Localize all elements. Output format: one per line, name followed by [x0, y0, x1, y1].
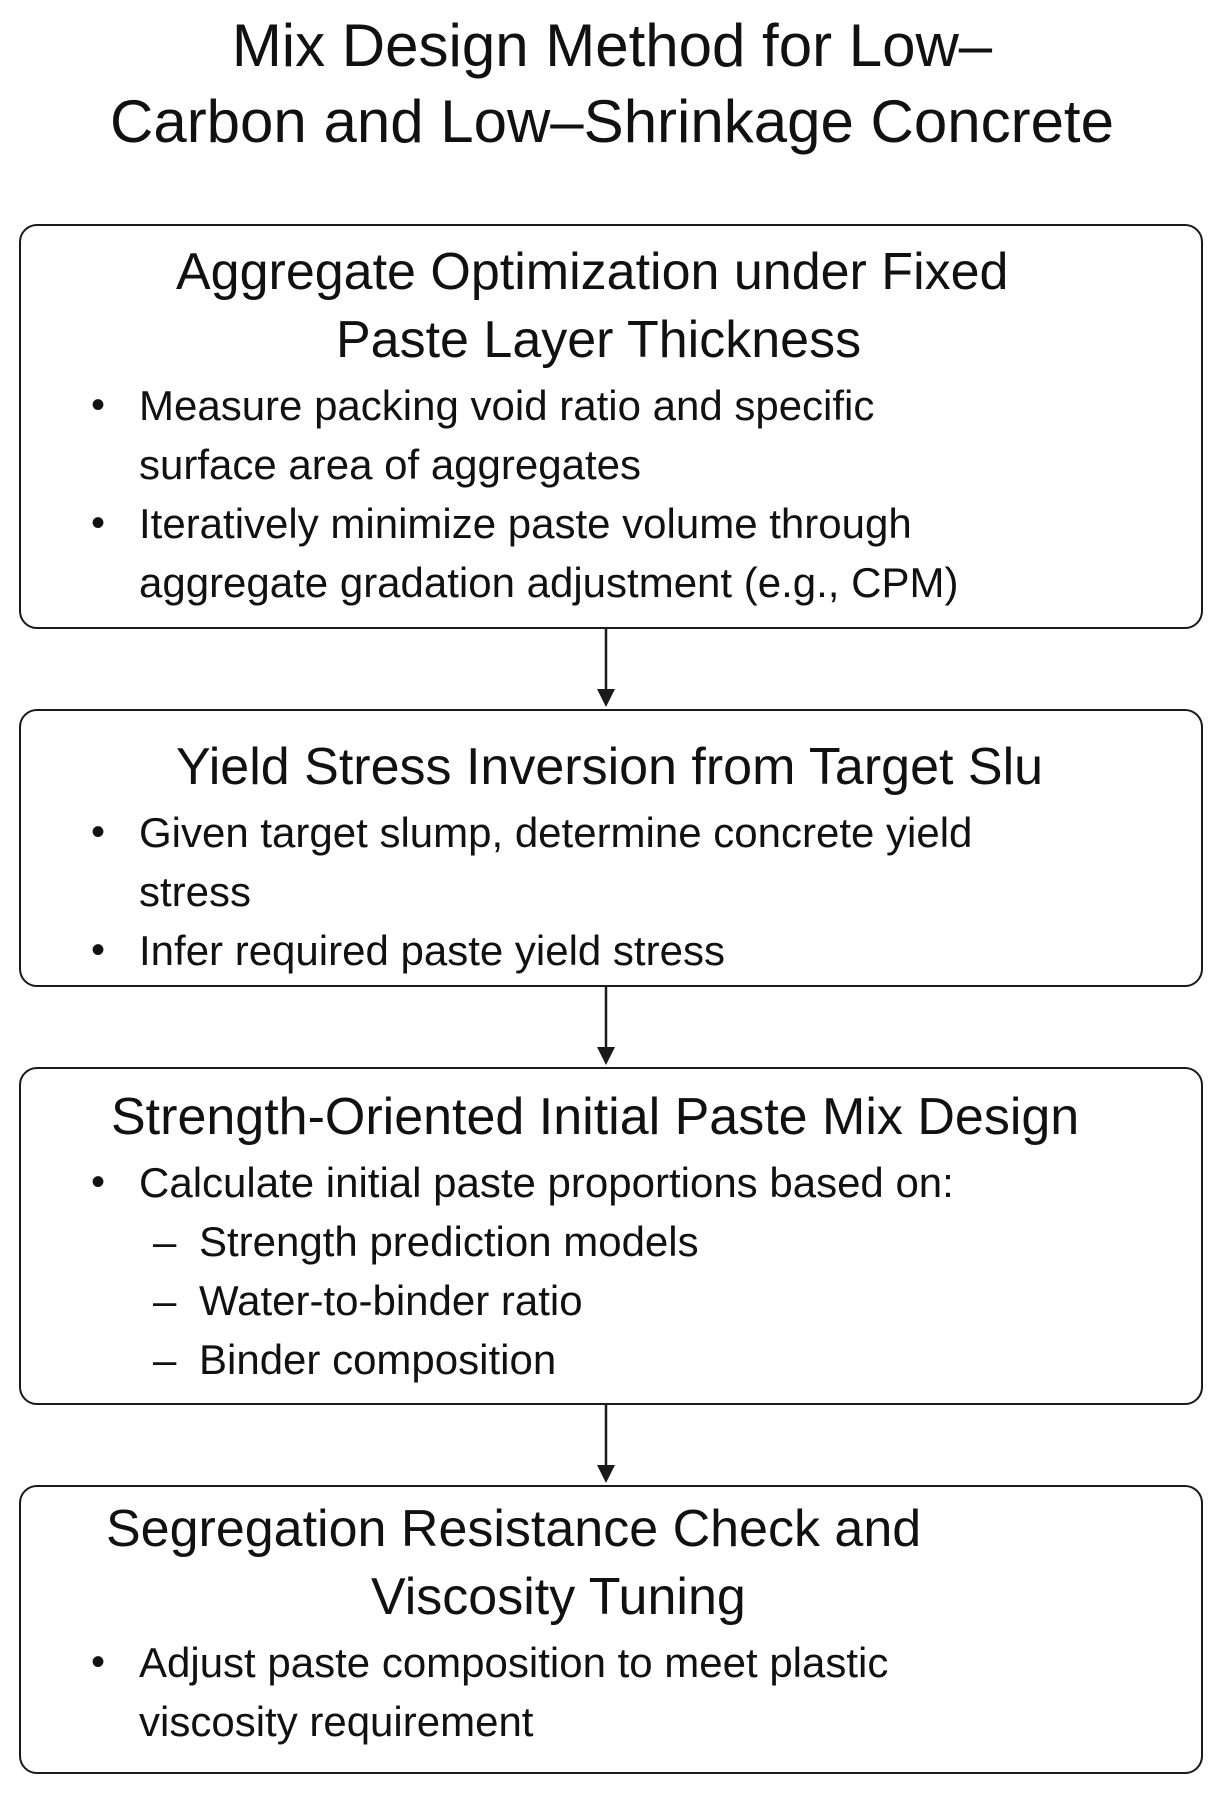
- step-2-bullet-1-line-1: • Given target slump, determine concrete yield: [139, 809, 973, 856]
- step-4-bullet-list: [21, 1633, 1201, 1751]
- diagram-title-line-1: Mix Design Method for Low–: [231, 12, 993, 79]
- step-4-title-line-2: Viscosity Tuning: [371, 1568, 746, 1626]
- step-1-bullet-1-line-2: surface area of aggregates: [139, 441, 641, 488]
- step-3-bullet-list: [21, 1153, 1201, 1389]
- step-2-bullet-1: [21, 803, 1201, 921]
- arrow-down-icon: [596, 987, 616, 1067]
- step-4-bullet-1: [21, 1633, 1201, 1751]
- arrow-down-icon: [596, 629, 616, 709]
- step-2-bullet-list: [21, 803, 1201, 980]
- step-1-bullet-1: [21, 376, 1201, 494]
- step-1-bullet-2: [21, 494, 1201, 612]
- step-3-title-line-1: Strength-Oriented Initial Paste Mix Design: [111, 1088, 1080, 1146]
- step-4-title: [106, 1495, 921, 1631]
- step-2-title-line-1: Yield Stress Inversion from Target Slu: [176, 738, 1044, 796]
- step-2-bullet-2: [21, 921, 1201, 980]
- step-1-bullet-list: [21, 376, 1201, 612]
- step-1-bullet-1-line-1: • Measure packing void ratio and specific: [139, 382, 875, 429]
- step-box-yield-stress-inversion: [19, 709, 1203, 987]
- step-3-subitem-1: – Strength prediction models: [21, 1212, 1201, 1271]
- step-box-initial-paste-mix-design: [19, 1067, 1203, 1405]
- step-3-bullet-1: [21, 1153, 1201, 1212]
- arrow-down-icon: [596, 1405, 616, 1485]
- step-1-title-line-2: Paste Layer Thickness: [336, 311, 862, 369]
- step-box-segregation-resistance: [19, 1485, 1203, 1774]
- step-3-subitem-2: – Water-to-binder ratio: [21, 1271, 1201, 1330]
- step-1-title-line-1: Aggregate Optimization under Fixed: [176, 243, 1009, 301]
- step-2-bullet-2-line-1: • Infer required paste yield stress: [139, 927, 725, 974]
- diagram-title: [0, 8, 1224, 160]
- step-2-title: [176, 733, 1043, 801]
- step-1-title: [176, 238, 1008, 374]
- step-1-bullet-2-line-2: aggregate gradation adjustment (e.g., CPM): [139, 559, 959, 606]
- step-3-bullet-1-line-1: • Calculate initial paste proportions based on:: [139, 1159, 954, 1206]
- step-box-aggregate-optimization: [19, 224, 1203, 629]
- step-3-title: [111, 1083, 1079, 1151]
- step-3-subitem-3: – Binder composition: [21, 1330, 1201, 1389]
- step-4-bullet-1-line-2: viscosity requirement: [139, 1698, 534, 1745]
- step-1-bullet-2-line-1: • Iteratively minimize paste volume through: [139, 500, 912, 547]
- step-4-title-line-1: Segregation Resistance Check and: [106, 1500, 922, 1558]
- step-4-bullet-1-line-1: • Adjust paste composition to meet plastic: [139, 1639, 889, 1686]
- diagram-title-line-2: Carbon and Low–Shrinkage Concrete: [110, 88, 1114, 155]
- step-2-bullet-1-line-2: stress: [139, 868, 252, 915]
